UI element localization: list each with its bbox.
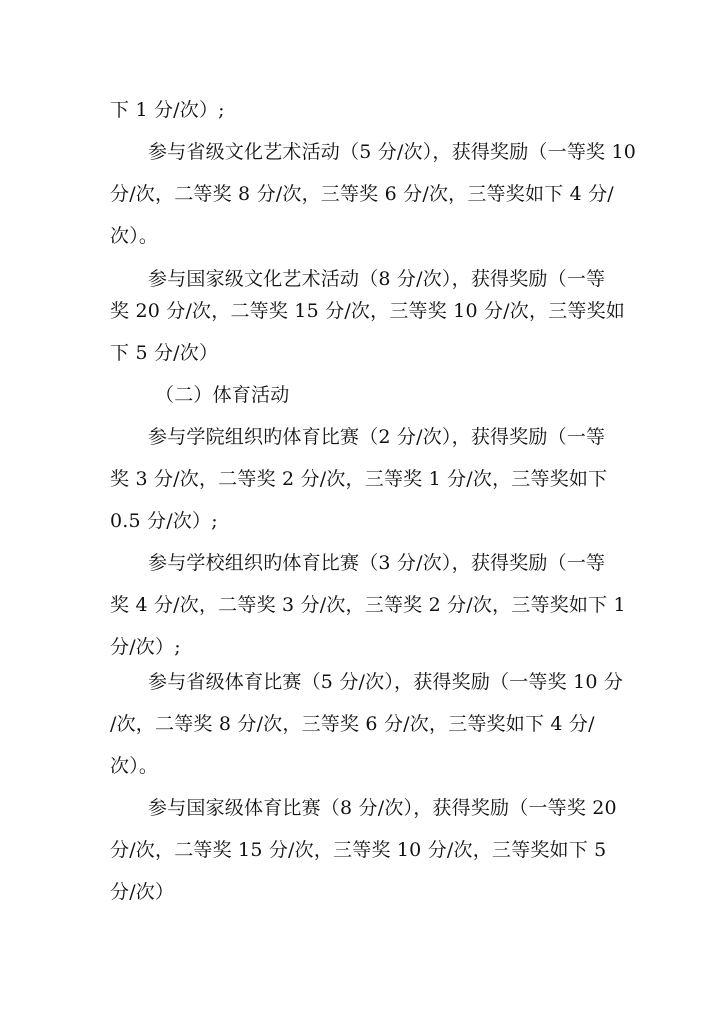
paragraph-provincial-sports-line: 次）。 (110, 755, 159, 777)
paragraph-school-sports-line: 分/次）; (110, 636, 181, 658)
paragraph-national-sports-line: 分/次，二等奖 15 分/次，三等奖 10 分/次，三等奖如下 5 (110, 839, 607, 861)
paragraph-national-arts-line: 参与国家级文化艺术活动（8 分/次），获得奖励（一等 (148, 268, 606, 290)
paragraph-national-arts-line: 下 5 分/次） (110, 342, 219, 364)
paragraph-national-sports-line: 分/次） (110, 881, 175, 903)
paragraph-provincial-arts-line: 次）。 (110, 225, 159, 247)
paragraph-school-sports-line: 奖 4 分/次，二等奖 3 分/次，三等奖 2 分/次，三等奖如下 1 (110, 594, 626, 616)
paragraph-college-sports-line: 参与学院组织旳体育比赛（2 分/次），获得奖励（一等 (148, 426, 606, 448)
paragraph-national-arts-line: 奖 20 分/次，二等奖 15 分/次，三等奖 10 分/次，三等奖如 (110, 300, 625, 322)
paragraph-national-sports-line: 参与国家级体育比赛（8 分/次），获得奖励（一等奖 20 (148, 797, 617, 819)
paragraph-provincial-arts-line: 分/次，二等奖 8 分/次，三等奖 6 分/次，三等奖如下 4 分/ (110, 183, 614, 205)
paragraph-provincial-sports-line: 参与省级体育比赛（5 分/次），获得奖励（一等奖 10 分 (148, 671, 624, 693)
paragraph-college-sports-line: 0.5 分/次）; (110, 510, 218, 532)
section-heading-sports: （二）体育活动 (155, 384, 290, 406)
paragraph-provincial-sports-line: /次，二等奖 8 分/次，三等奖 6 分/次，三等奖如下 4 分/ (110, 713, 595, 735)
paragraph-school-sports-line: 参与学校组织旳体育比赛（3 分/次），获得奖励（一等 (148, 552, 606, 574)
text-line: 下 1 分/次）; (110, 99, 225, 121)
paragraph-provincial-arts-line: 参与省级文化艺术活动（5 分/次），获得奖励（一等奖 10 (148, 141, 637, 163)
paragraph-college-sports-line: 奖 3 分/次，二等奖 2 分/次，三等奖 1 分/次，三等奖如下 (110, 468, 608, 490)
